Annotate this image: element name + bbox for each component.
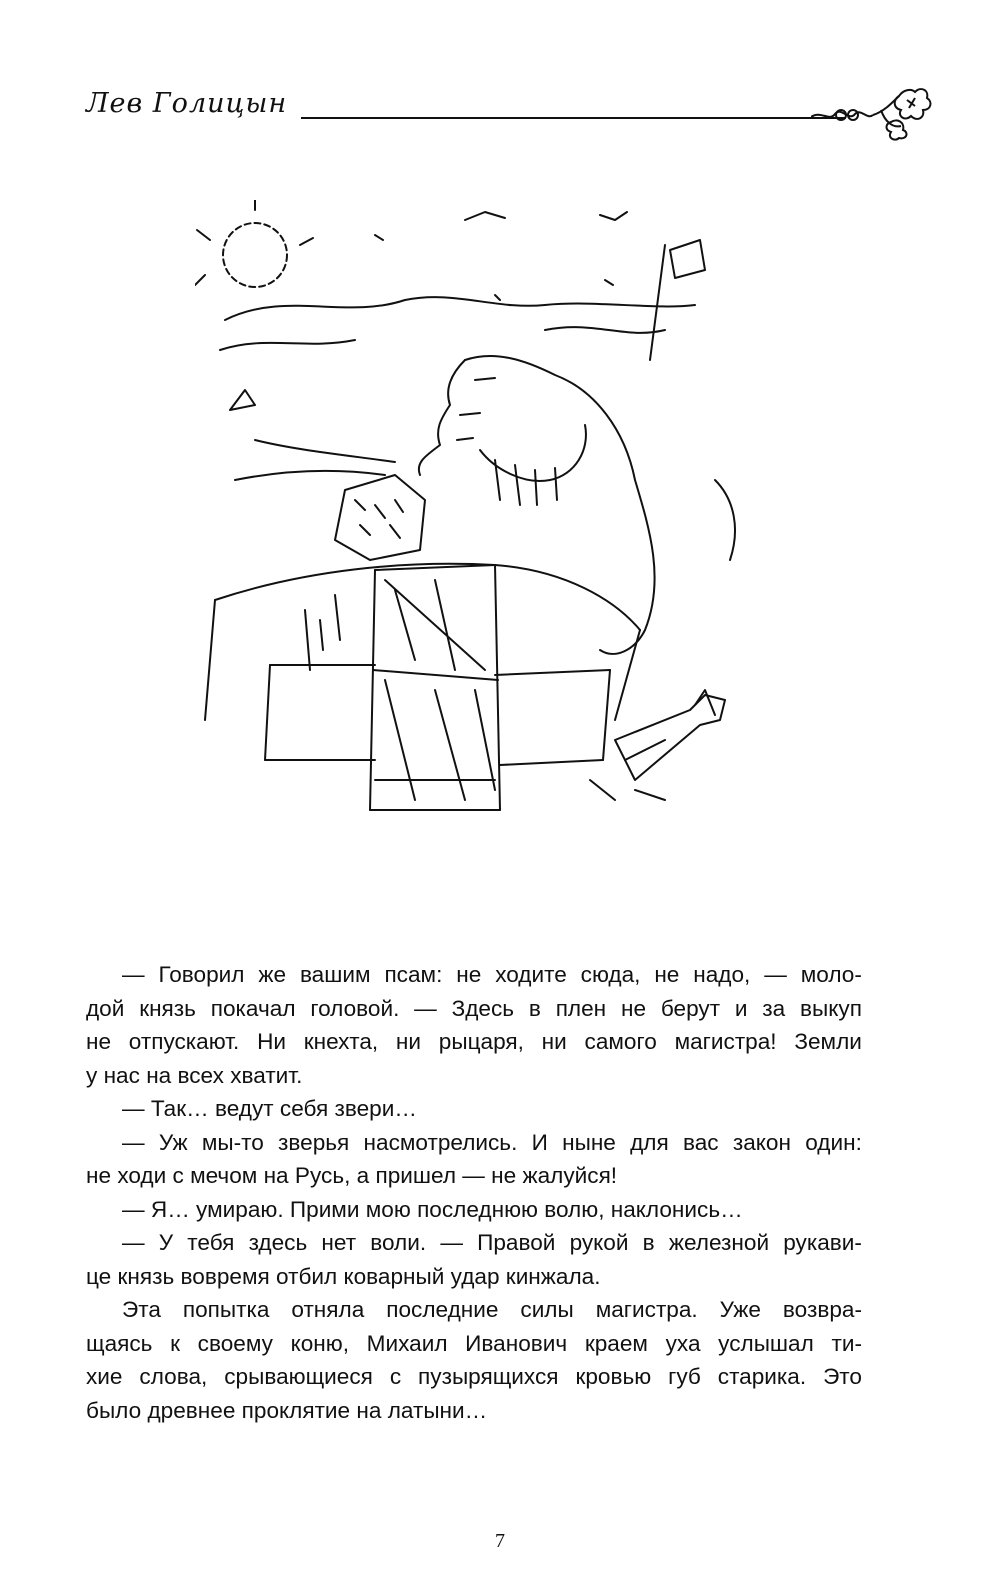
page-number: 7 [495, 1530, 505, 1552]
text-line: Эта попытка отняла последние силы магистра. Уже возвра- [122, 1297, 862, 1322]
text-line: дой князь покачал головой. — Здесь в плен не берут и за выкуп [86, 995, 862, 1021]
text-line: щаясь к своему коню, Михаил Иванович краем уха услышал ти- [86, 1330, 862, 1356]
text-line: не ходи с мечом на Русь, а пришел — не жалуйся! [86, 1163, 618, 1188]
text-line: — У тебя здесь нет воли. — Правой рукой в железной рукави- [122, 1230, 862, 1255]
text-line: це князь вовремя отбил коварный удар кинжала. [86, 1263, 601, 1289]
text-line: — Так… ведут себя звери… [122, 1096, 417, 1121]
text-line: у нас на всех хватит. [86, 1062, 303, 1088]
text-line: — Говорил же вашим псам: не ходите сюда, не надо, — моло- [122, 962, 862, 987]
author-name: Лев Голицын [86, 88, 288, 119]
text-line: — Уж мы-то зверья насмотрелись. И ныне для вас закон один: [122, 1129, 862, 1155]
body-text [86, 958, 862, 1427]
text-line: не отпускают. Ни кнехта, ни рыцаря, ни самого магистра! Земли [86, 1029, 862, 1054]
text-line: было древнее проклятие на латыни… [86, 1397, 488, 1423]
header-rule [301, 117, 846, 119]
text-line: — Я… умираю. Прими мою последнюю волю, наклонись… [122, 1196, 743, 1222]
knight-illustration-icon [195, 200, 775, 920]
floral-ornament-icon [811, 82, 936, 142]
text-line: хие слова, срывающиеся с пузырящихся кровью губ старика. Это [86, 1364, 862, 1389]
running-header [86, 82, 936, 142]
